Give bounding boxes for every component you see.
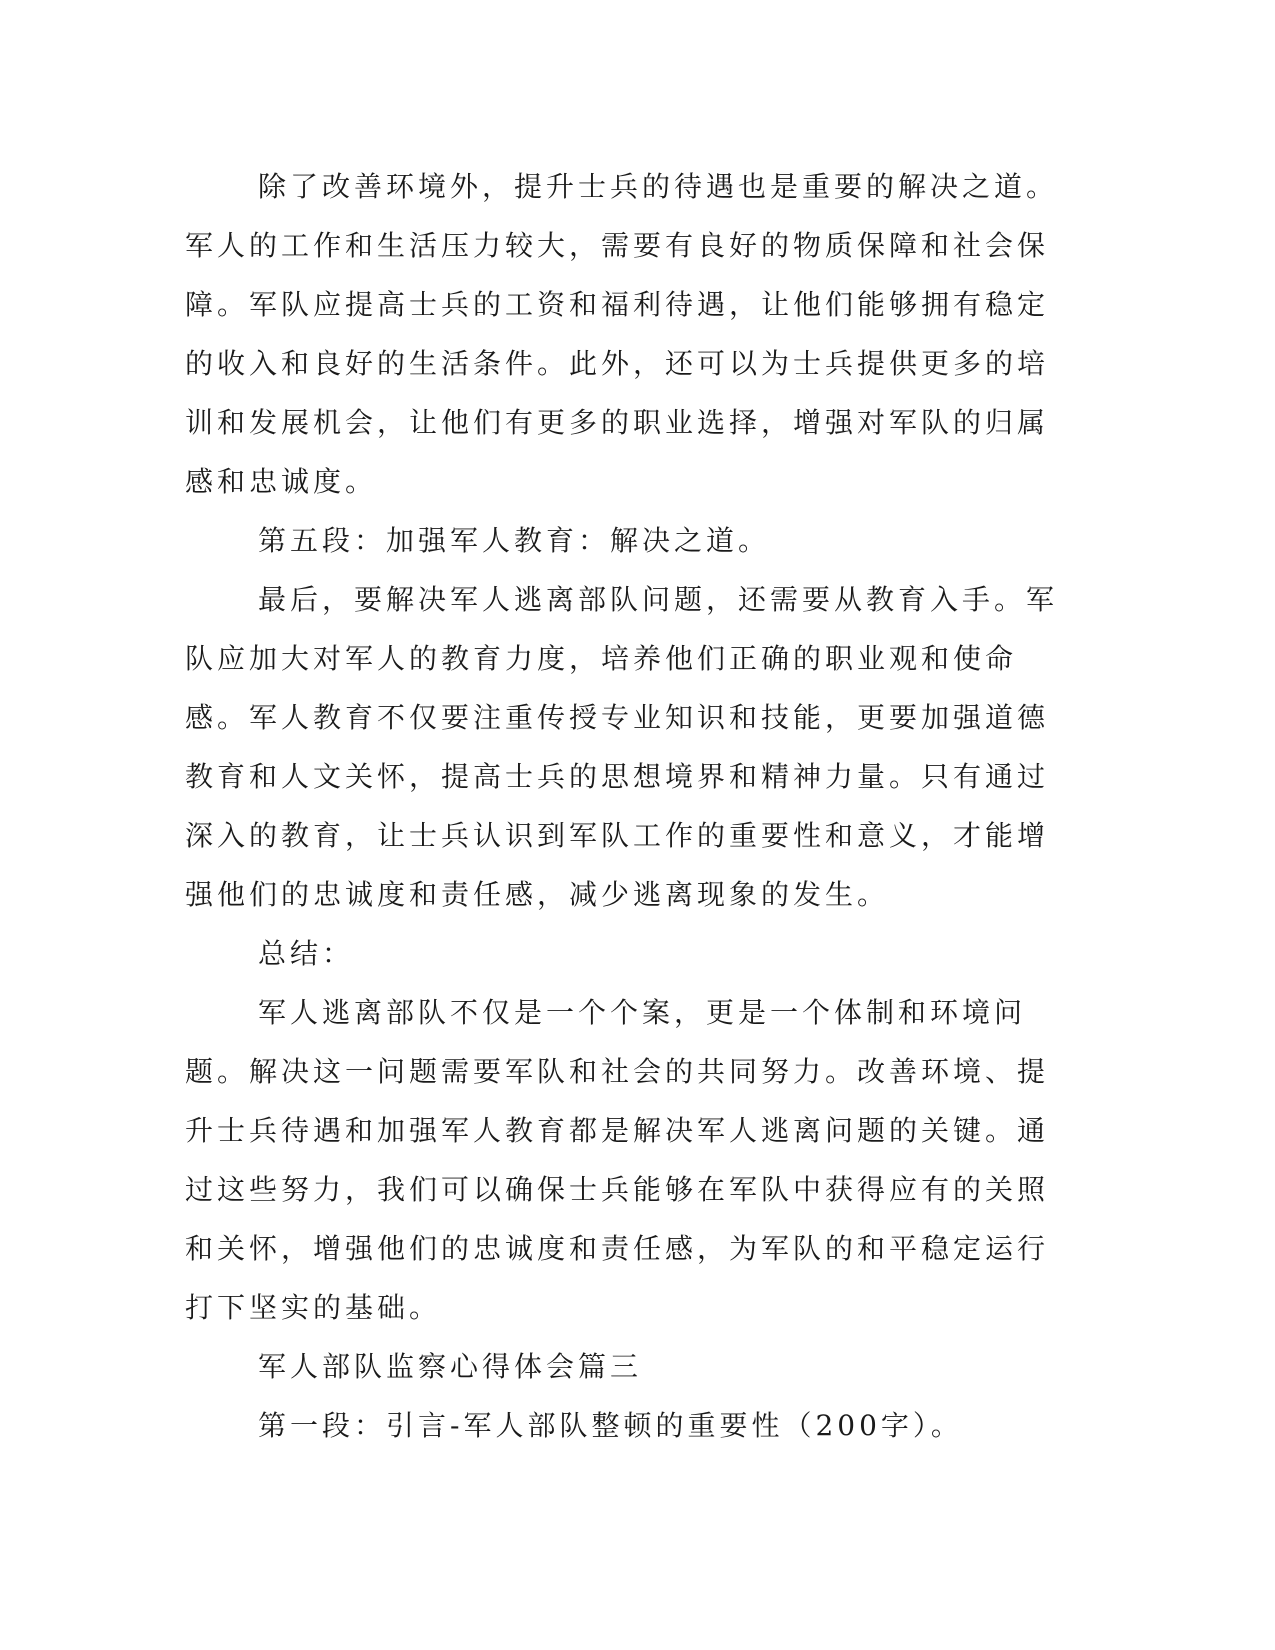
paragraph-education: 最后，要解决军人逃离部队问题，还需要从教育入手。军队应加大对军人的教育力度，培养他们正确的职业观和使命感。军人教育不仅要注重传授专业知识和技能，更要加强道德教育和人文关怀，提高士兵的思想境界和精神力量。只有通过深入的教育，让士兵认识到军队工作的重要性和意义，才能增强他们的忠诚度和责任感，减少逃离现象的发生。 [185,583,1059,911]
heading-section-five: 第五段：加强军人教育：解决之道。 [258,524,771,557]
paragraph-treatment: 除了改善环境外，提升士兵的待遇也是重要的解决之道。军人的工作和生活压力较大，需要有良好的物质保障和社会保障。军队应提高士兵的工资和福利待遇，让他们能够拥有稳定的收入和良好的生活条件。此外，还可以为士兵提供更多的培训和发展机会，让他们有更多的职业选择，增强对军队的归属感和忠诚度。 [185,170,1059,498]
paragraph-summary: 军人逃离部队不仅是一个个案，更是一个体制和环境问题。解决这一问题需要军队和社会的共同努力。改善环境、提升士兵待遇和加强军人教育都是解决军人逃离问题的关键。通过这些努力，我们可以确保士兵能够在军队中获得应有的关照和关怀，增强他们的忠诚度和责任感，为军队的和平稳定运行打下坚实的基础。 [185,996,1050,1324]
heading-summary: 总结： [258,937,355,970]
document-body [185,157,1065,1455]
heading-section-one: 第一段：引言-军人部队整顿的重要性（200字）。 [258,1409,963,1442]
heading-article-three: 军人部队监察心得体会篇三 [258,1350,643,1383]
